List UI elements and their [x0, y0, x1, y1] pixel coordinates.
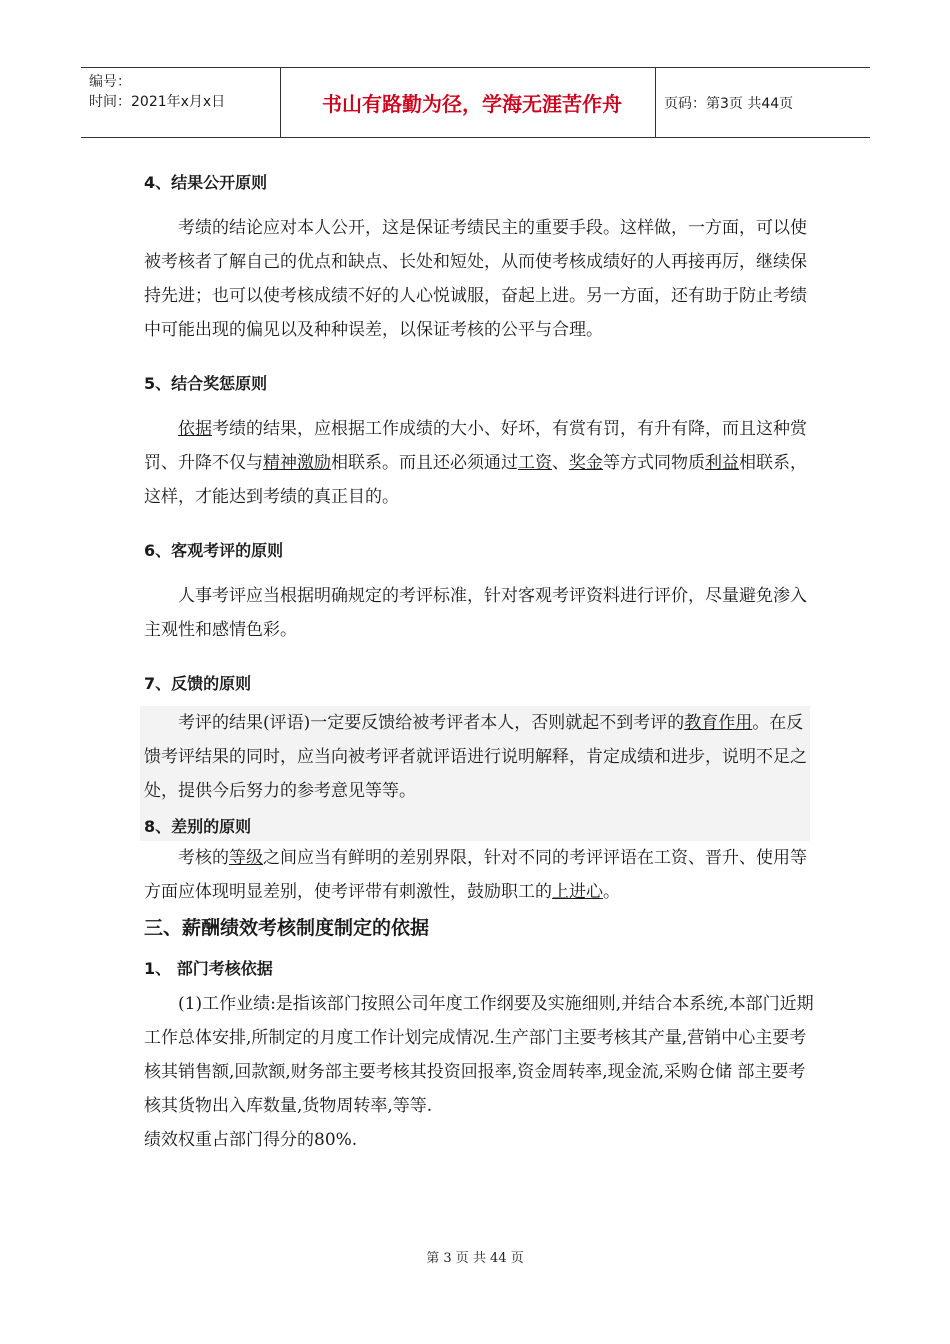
document-body: [144, 160, 814, 1157]
link-motivation[interactable]: 上进心: [552, 882, 603, 902]
header-meta: [89, 72, 279, 112]
part-3-paragraph: (1)工作业绩:是指该部门按照公司年度工作纲要及实施细则,并结合本系统,本部门近期工作总体安排,所制定的月度工作计划完成情况.生产部门主要考核其产量,营销中心主要考核其销售额,回款额,财务部主要考核其投资回报率,资金周转率,现金流,采购仓储 部主要考核其货物出入库数量,货物周转率,等等.: [144, 994, 814, 1116]
date-label: 时间：2021年x月x日: [89, 94, 226, 110]
section-4-heading: 4、结果公开原则: [144, 173, 268, 192]
text-run: 。在反馈考评结果的同时，应当向被考评者就评语进行说明解释，肯定成绩和进步，说明不足之处，提供今后努力的参考意见等等。: [144, 713, 807, 801]
section-8-heading: 8、差别的原则: [144, 817, 252, 836]
section-7-paragraph: [144, 706, 810, 808]
header-divider: [280, 68, 281, 137]
text-run: 、: [552, 453, 569, 473]
link-grade[interactable]: 等级: [229, 848, 263, 868]
text-run: 相联系，这样，才能达到考绩的真正目的。: [144, 453, 807, 507]
section-6-heading: 6、客观考评的原则: [144, 541, 284, 560]
number-label: 编号：: [89, 74, 131, 90]
link-educational-role[interactable]: 教育作用: [684, 713, 753, 733]
part-3-heading: 三、薪酬绩效考核制度制定的依据: [144, 917, 430, 939]
link-interest[interactable]: 利益: [705, 453, 739, 473]
text-run: 相联系。而且还必须通过: [331, 453, 518, 473]
section-8-paragraph: [144, 841, 814, 909]
section-7-heading: 7、反馈的原则: [144, 674, 252, 693]
part-3-weight-note: 绩效权重占部门得分的80%.: [144, 1130, 358, 1150]
section-4-paragraph: 考绩的结论应对本人公开，这是保证考绩民主的重要手段。这样做，一方面，可以使被考核者了解自己的优点和缺点、长处和短处，从而使考核成绩好的人再接再厉，继续保持先进；也可以使考核成绩不好的人心悦诚服，奋起上进。另一方面，还有助于防止考绩中可能出现的偏见以及种种误差，以保证考核的公平与合理。: [144, 218, 807, 340]
section-5-paragraph: [144, 412, 814, 514]
link-basis[interactable]: 依据: [178, 419, 212, 439]
link-bonus[interactable]: 奖金: [569, 453, 603, 473]
section-5-heading: 5、结合奖惩原则: [144, 374, 268, 393]
page-footer: 第 3 页 共 44 页: [426, 1251, 524, 1266]
text-run: 考评的结果(评语)一定要反馈给被考评者本人，否则就起不到考评的: [178, 713, 685, 733]
text-run: 。: [603, 882, 620, 902]
shaded-block: [140, 706, 810, 841]
text-run: 考核的: [178, 848, 229, 868]
header-motto: 书山有路勤为径，学海无涯苦作舟: [322, 92, 622, 116]
link-salary[interactable]: 工资: [518, 453, 552, 473]
header-page-info: 页码：第3页 共44页: [664, 95, 794, 112]
section-6-paragraph: 人事考评应当根据明确规定的考评标准，针对客观考评资料进行评价，尽量避免渗入主观性和感情色彩。: [144, 586, 807, 640]
text-run: 考绩的结果，应根据工作成绩的大小、好坏，有赏有罚，有升有降，而且这种赏罚、升降不仅与: [144, 419, 807, 473]
link-spiritual-incentive[interactable]: 精神激励: [263, 453, 331, 473]
text-run: 之间应当有鲜明的差别界限，针对不同的考评评语在工资、晋升、使用等方面应体现明显差别，使考评带有刺激性，鼓励职工的: [144, 848, 807, 902]
part-3-subheading: 1、 部门考核依据: [144, 959, 273, 978]
text-run: 等方式同物质: [603, 453, 705, 473]
header-divider: [655, 68, 656, 137]
page-header: [81, 67, 870, 138]
